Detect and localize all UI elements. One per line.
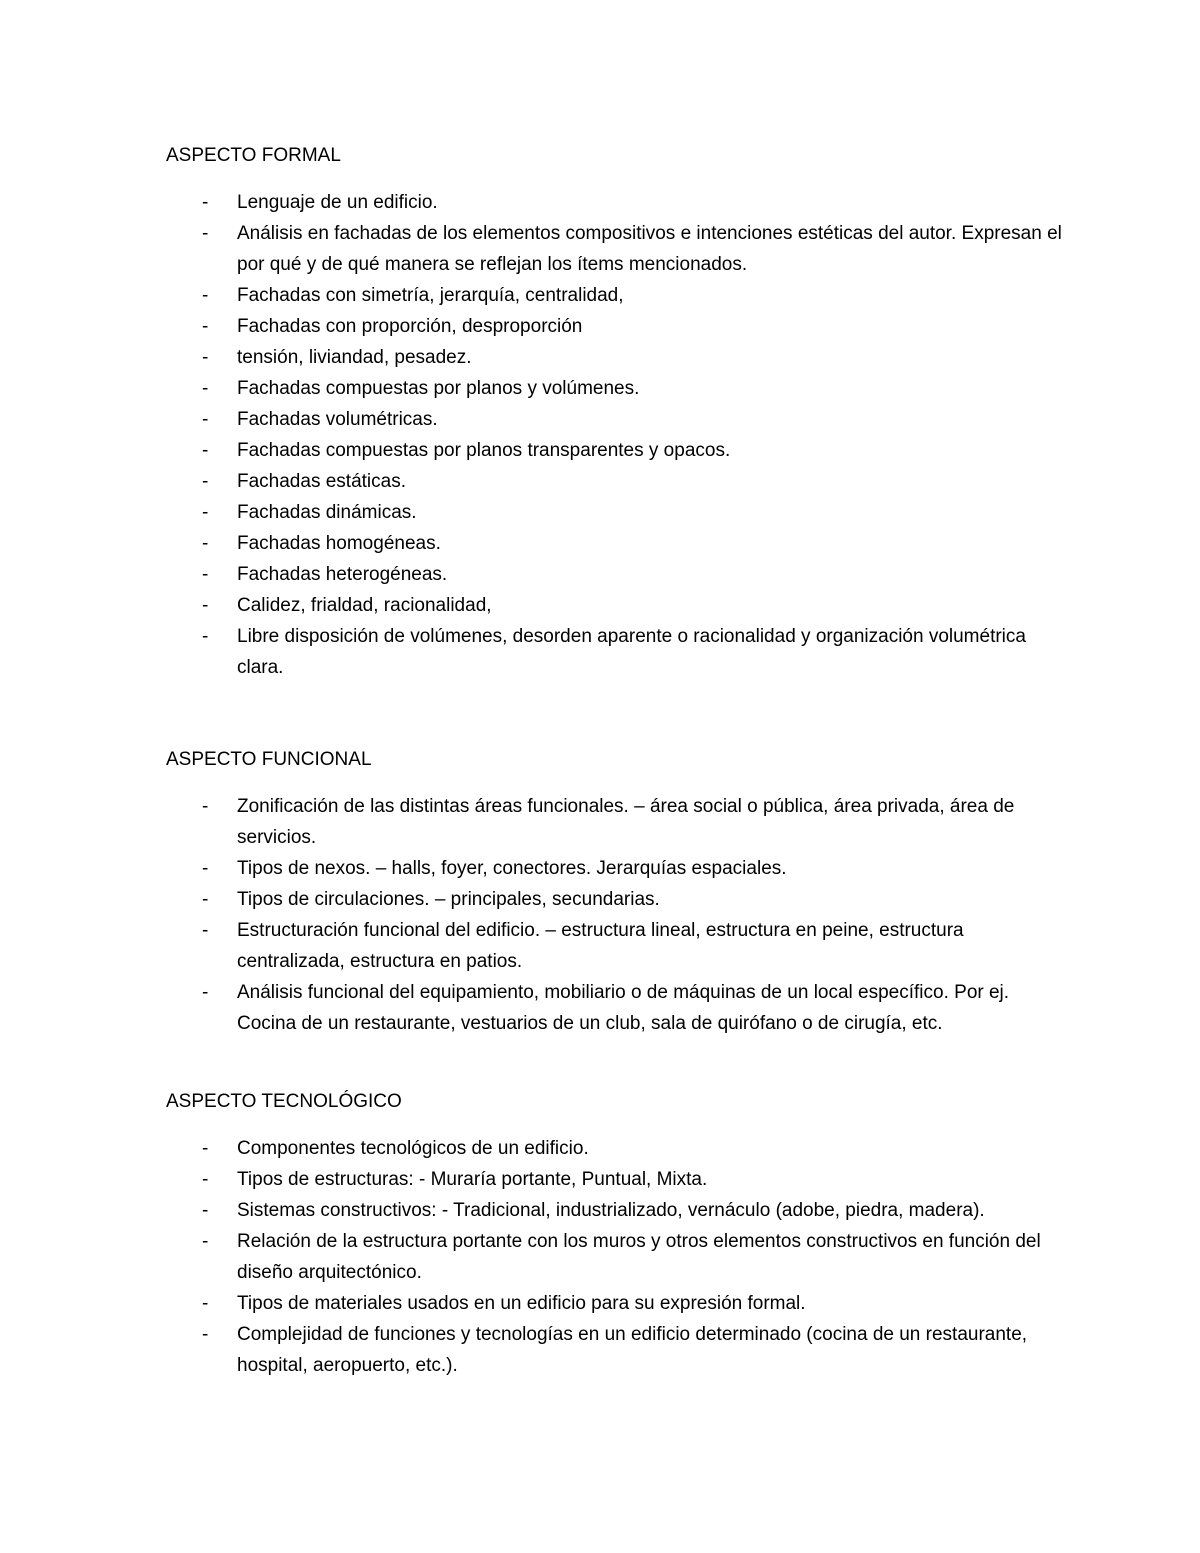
list-item [166, 280, 1066, 311]
list-item [166, 187, 1066, 218]
bullet-list [166, 187, 1066, 683]
list-item-text: Sistemas constructivos: - Tradicional, industrializado, vernáculo (adobe, piedra, madera). [237, 1200, 985, 1221]
list-item-text: Fachadas con simetría, jerarquía, centralidad, [237, 285, 624, 306]
dash-bullet: - [202, 1138, 209, 1159]
list-item [166, 590, 1066, 621]
dash-bullet: - [202, 796, 209, 817]
list-item [166, 853, 1066, 884]
list-item-text: Tipos de nexos. – halls, foyer, conectores. Jerarquías espaciales. [237, 858, 787, 879]
list-item [166, 791, 1066, 853]
list-item-text: Componentes tecnológicos de un edificio. [237, 1138, 589, 1159]
list-item-text: Zonificación de las distintas áreas funcionales. – área social o pública, área privada, área de servicios. [237, 796, 1015, 848]
list-item [166, 1164, 1066, 1195]
list-item [166, 342, 1066, 373]
list-item [166, 218, 1066, 280]
dash-bullet: - [202, 595, 209, 616]
list-item [166, 621, 1066, 683]
dash-bullet: - [202, 626, 209, 647]
list-item [166, 404, 1066, 435]
section-heading: ASPECTO FUNCIONAL [166, 749, 372, 770]
list-item-text: Calidez, frialdad, racionalidad, [237, 595, 492, 616]
dash-bullet: - [202, 316, 209, 337]
dash-bullet: - [202, 285, 209, 306]
list-item [166, 497, 1066, 528]
dash-bullet: - [202, 920, 209, 941]
list-item-text: Estructuración funcional del edificio. – estructura lineal, estructura en peine, estructura centralizada, estructura en patios. [237, 920, 964, 972]
section-heading: ASPECTO FORMAL [166, 145, 341, 166]
section-aspecto-tecnologico [166, 1086, 1066, 1381]
dash-bullet: - [202, 1231, 209, 1252]
list-item [166, 977, 1066, 1039]
list-item-text: Tipos de circulaciones. – principales, secundarias. [237, 889, 660, 910]
dash-bullet: - [202, 378, 209, 399]
list-item [166, 435, 1066, 466]
list-item-text: Fachadas compuestas por planos y volúmenes. [237, 378, 640, 399]
list-item [166, 466, 1066, 497]
dash-bullet: - [202, 533, 209, 554]
list-item-text: Complejidad de funciones y tecnologías en un edificio determinado (cocina de un restaurante, hospital, aeropuerto, etc.). [237, 1324, 1028, 1376]
list-item [166, 311, 1066, 342]
dash-bullet: - [202, 471, 209, 492]
list-item [166, 915, 1066, 977]
list-item-text: Fachadas homogéneas. [237, 533, 441, 554]
list-item-text: Fachadas heterogéneas. [237, 564, 448, 585]
list-item-text: Fachadas con proporción, desproporción [237, 316, 583, 337]
dash-bullet: - [202, 502, 209, 523]
list-item-text: Fachadas volumétricas. [237, 409, 438, 430]
list-item-text: Libre disposición de volúmenes, desorden aparente o racionalidad y organización volumétrica clara. [237, 626, 1026, 678]
list-item-text: Análisis funcional del equipamiento, mobiliario o de máquinas de un local específico. Por ej. Cocina de un restaurante, vestuarios de un club, sala de quirófano o de cirugía, etc. [237, 982, 1010, 1034]
dash-bullet: - [202, 1169, 209, 1190]
dash-bullet: - [202, 1324, 209, 1345]
dash-bullet: - [202, 564, 209, 585]
section-aspecto-funcional [166, 744, 1066, 1039]
dash-bullet: - [202, 889, 209, 910]
dash-bullet: - [202, 982, 209, 1003]
dash-bullet: - [202, 858, 209, 879]
list-item [166, 373, 1066, 404]
bullet-list [166, 1133, 1066, 1381]
dash-bullet: - [202, 440, 209, 461]
list-item [166, 528, 1066, 559]
list-item [166, 1195, 1066, 1226]
bullet-list [166, 791, 1066, 1039]
list-item [166, 559, 1066, 590]
list-item-text: Lenguaje de un edificio. [237, 192, 438, 213]
dash-bullet: - [202, 192, 209, 213]
list-item [166, 1133, 1066, 1164]
list-item [166, 1288, 1066, 1319]
dash-bullet: - [202, 347, 209, 368]
dash-bullet: - [202, 409, 209, 430]
list-item-text: Tipos de materiales usados en un edificio para su expresión formal. [237, 1293, 806, 1314]
list-item-text: Tipos de estructuras: - Muraría portante, Puntual, Mixta. [237, 1169, 708, 1190]
list-item-text: Fachadas estáticas. [237, 471, 406, 492]
list-item-text: Fachadas dinámicas. [237, 502, 417, 523]
list-item [166, 1319, 1066, 1381]
section-heading: ASPECTO TECNOLÓGICO [166, 1091, 402, 1112]
dash-bullet: - [202, 1293, 209, 1314]
section-aspecto-formal [166, 140, 1066, 683]
list-item-text: Relación de la estructura portante con los muros y otros elementos constructivos en función del diseño arquitectónico. [237, 1231, 1041, 1283]
list-item-text: Fachadas compuestas por planos transparentes y opacos. [237, 440, 731, 461]
list-item-text: Análisis en fachadas de los elementos compositivos e intenciones estéticas del autor. Expresan el por qué y de qué manera se reflejan los ítems mencionados. [237, 223, 1062, 275]
dash-bullet: - [202, 1200, 209, 1221]
list-item-text: tensión, liviandad, pesadez. [237, 347, 472, 368]
list-item [166, 1226, 1066, 1288]
dash-bullet: - [202, 223, 209, 244]
list-item [166, 884, 1066, 915]
